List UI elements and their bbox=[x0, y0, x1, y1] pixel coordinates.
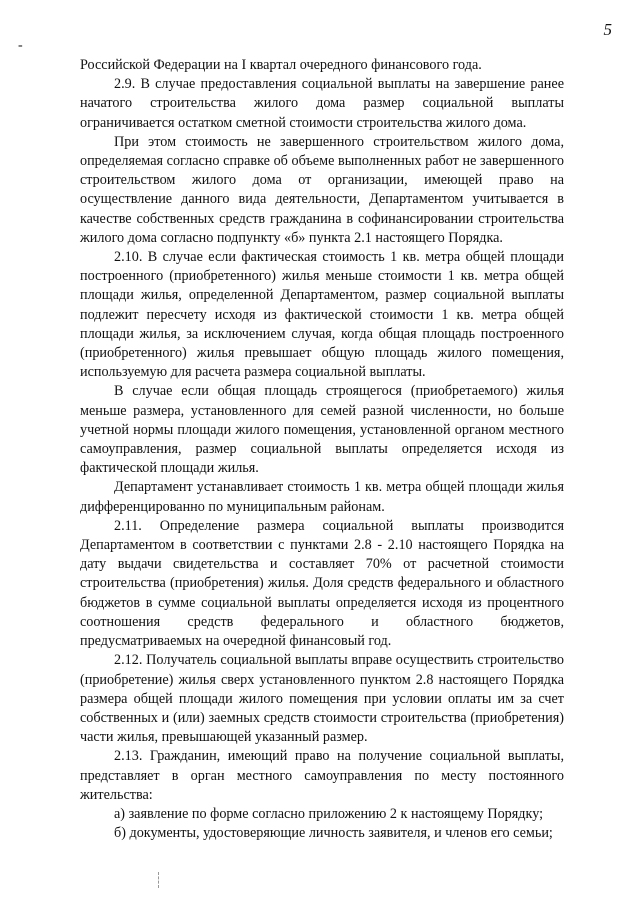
paragraph-continuation: Российской Федерации на I квартал очередного финансового года. bbox=[80, 57, 482, 73]
page-number: 5 bbox=[603, 20, 612, 39]
paragraph-2-10: 2.10. В случае если фактическая стоимость 1 кв. метра общей площади построенного (приобретенного) жилья меньше стоимости 1 кв. метра общей площади жилья, определенной Департаментом, размер социальной выплаты подлежит пересчету исходя из фактической стоимости 1 кв. метра общей площади жилья, за исключением случая, когда общая площадь построенного (приобретенного) жилья превышает общую площадь жилого помещения, используемую для расчета размера социальной выплаты. bbox=[80, 249, 564, 381]
paragraph-2-11: 2.11. Определение размера социальной выплаты производится Департаментом в соответствии с пунктами 2.8 - 2.10 настоящего Порядка на дату выдачи свидетельства и составляет 70% от расчетной стоимости строительства (приобретения) жилья. Доля средств федерального и областного бюджетов в сумме социальной выплаты определяется исходя из процентного соотношения средств федерального и областного бюджетов, предусматриваемых на очередной финансовый год. bbox=[80, 517, 564, 650]
list-item-a: а) заявление по форме согласно приложению 2 к настоящему Порядку; bbox=[114, 805, 544, 822]
paragraph-2-9: 2.9. В случае предоставления социальной выплаты на завершение ранее начатого строительства жилого дома размер социальной выплаты ограничивается остатком сметной стоимости строительства жилого дома. bbox=[80, 76, 564, 131]
scan-artifact-mark bbox=[158, 872, 161, 888]
paragraph-2-13: 2.13. Гражданин, имеющий право на получение социальной выплаты, представляет в орган местного самоуправления по месту постоянного жительства: bbox=[80, 748, 564, 803]
paragraph-2-10-cost: Департамент устанавливает стоимость 1 кв. метра общей площади жилья дифференцированно по муниципальным районам. bbox=[80, 479, 564, 515]
document-body bbox=[80, 56, 564, 843]
paragraph-2-9-note: При этом стоимость не завершенного строительством жилого дома, определяемая согласно справке об объеме выполненных работ не завершенного строительством жилого дома от организации, имеющей право на осуществление данного вида деятельности, Департаментом учитывается в качестве собственных средств гражданина в софинансировании строительства жилого дома согласно подпункту «б» пункта 2.1 настоящего Порядка. bbox=[80, 133, 564, 246]
list-item-b: б) документы, удостоверяющие личность заявителя, и членов его семьи; bbox=[114, 825, 553, 842]
paragraph-2-10-area: В случае если общая площадь строящегося (приобретаемого) жилья меньше размера, установленного для семей разной численности, но больше учетной нормы площади жилого помещения, установленной органом местного самоуправления, размер социальной выплаты определяется исходя из фактической площади жилья. bbox=[80, 383, 564, 477]
scan-edge-mark: - bbox=[18, 38, 23, 53]
paragraph-2-12: 2.12. Получатель социальной выплаты вправе осуществить строительство (приобретение) жилья сверх установленного пунктом 2.8 настоящего Порядка размера общей площади жилого помещения при условии оплаты им за счет собственных и (или) заемных средств стоимости строительства (приобретения) части жилья, превышающей указанный размер. bbox=[80, 652, 564, 746]
